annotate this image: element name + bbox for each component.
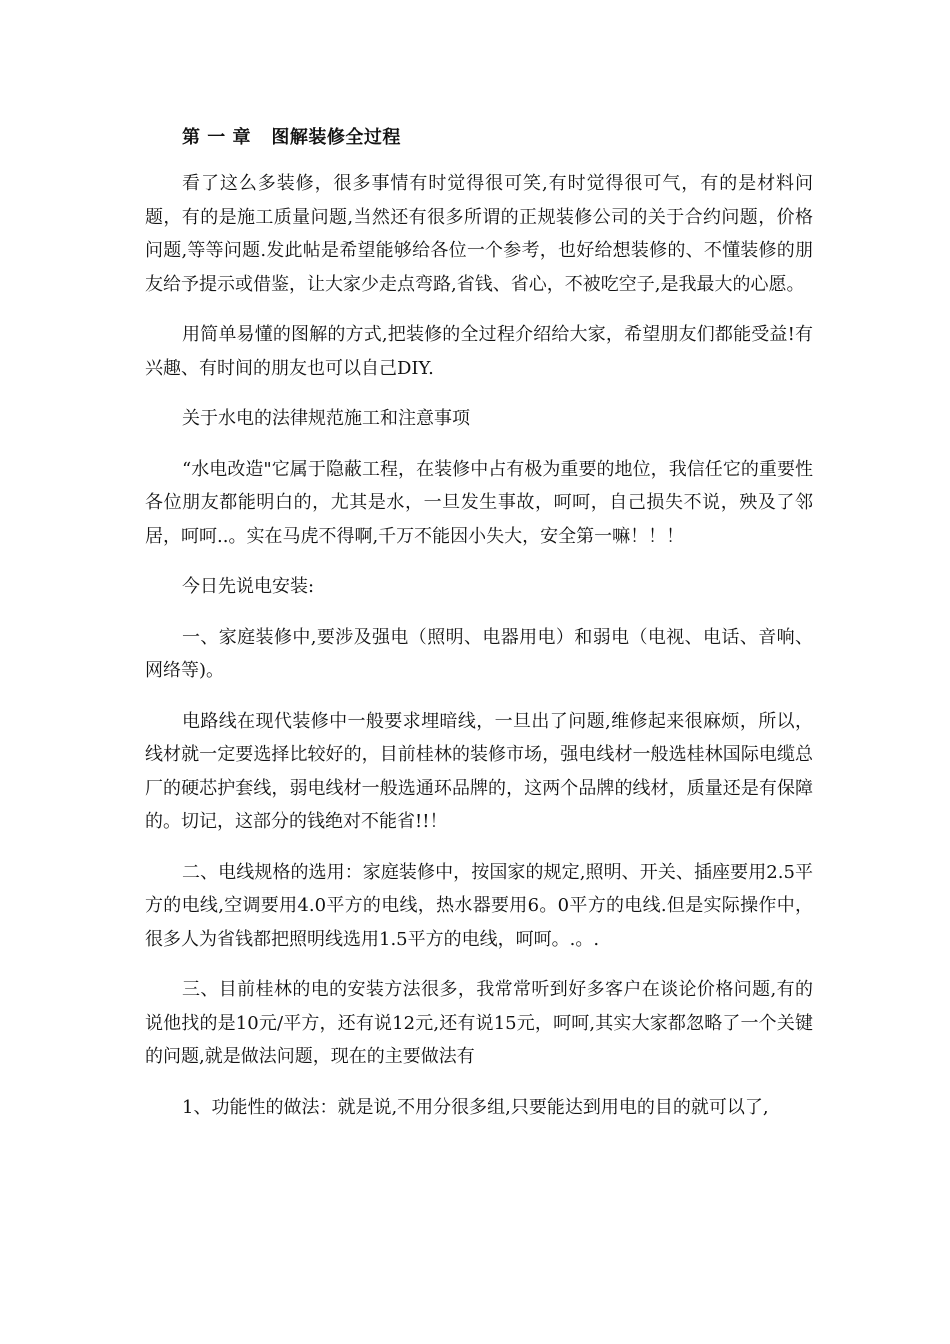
chapter-title: 第 一 章 图解装修全过程	[182, 127, 401, 148]
paragraph-purpose: 用简单易懂的图解的方式,把装修的全过程介绍给大家，希望朋友们都能受益!有兴趣、有时间的朋友也可以自己DIY.	[145, 324, 813, 379]
paragraph-item-two: 二、电线规格的选用：家庭装修中，按国家的规定,照明、开关、插座要用2.5平方的电线,空调要用4.0平方的电线，热水器要用6。0平方的电线.但是实际操作中，很多人为省钱都把照明线选用1.5平方的电线，呵呵。.。.	[145, 861, 813, 950]
paragraph-wiring: 电路线在现代装修中一般要求埋暗线，一旦出了问题,维修起来很麻烦，所以，线材就一定要选择比较好的，目前桂林的装修市场，强电线材一般选桂林国际电缆总厂的硬芯护套线，弱电线材一般选通环品牌的，这两个品牌的线材，质量还是有保障的。切记，这部分的钱绝对不能省!!！	[145, 710, 813, 832]
paragraph-water-electric: “水电改造"它属于隐蔽工程，在装修中占有极为重要的地位，我信任它的重要性各位朋友都能明白的，尤其是水，一旦发生事故，呵呵，自己损失不说，殃及了邻居，呵呵..。实在马虎不得啊,千万不能因小失大，安全第一嘛！！！	[145, 458, 813, 547]
paragraph-item-one: 一、家庭装修中,要涉及强电（照明、电器用电）和弱电（电视、电话、音响、网络等)。	[145, 626, 813, 681]
paragraph-item-three: 三、目前桂林的电的安装方法很多，我常常听到好多客户在谈论价格问题,有的说他找的是10元/平方，还有说12元,还有说15元，呵呵,其实大家都忽略了一个关键的问题,就是做法问题，现在的主要做法有	[145, 979, 813, 1067]
paragraph-intro: 看了这么多装修，很多事情有时觉得很可笑,有时觉得很可气，有的是材料问题，有的是施工质量问题,当然还有很多所谓的正规装修公司的关于合约问题，价格问题,等等问题.发此帖是希望能够给各位一个参考，也好给想装修的、不懂装修的朋友给予提示或借鉴，让大家少走点弯路,省钱、省心，不被吃空子,是我最大的心愿。	[145, 173, 813, 295]
document-body	[145, 118, 813, 1141]
paragraph-method-one: 1、功能性的做法：就是说,不用分很多组,只要能达到用电的目的就可以了,	[182, 1096, 769, 1118]
paragraph-electric-intro: 今日先说电安装:	[182, 576, 315, 597]
section-heading: 关于水电的法律规范施工和注意事项	[182, 408, 470, 429]
